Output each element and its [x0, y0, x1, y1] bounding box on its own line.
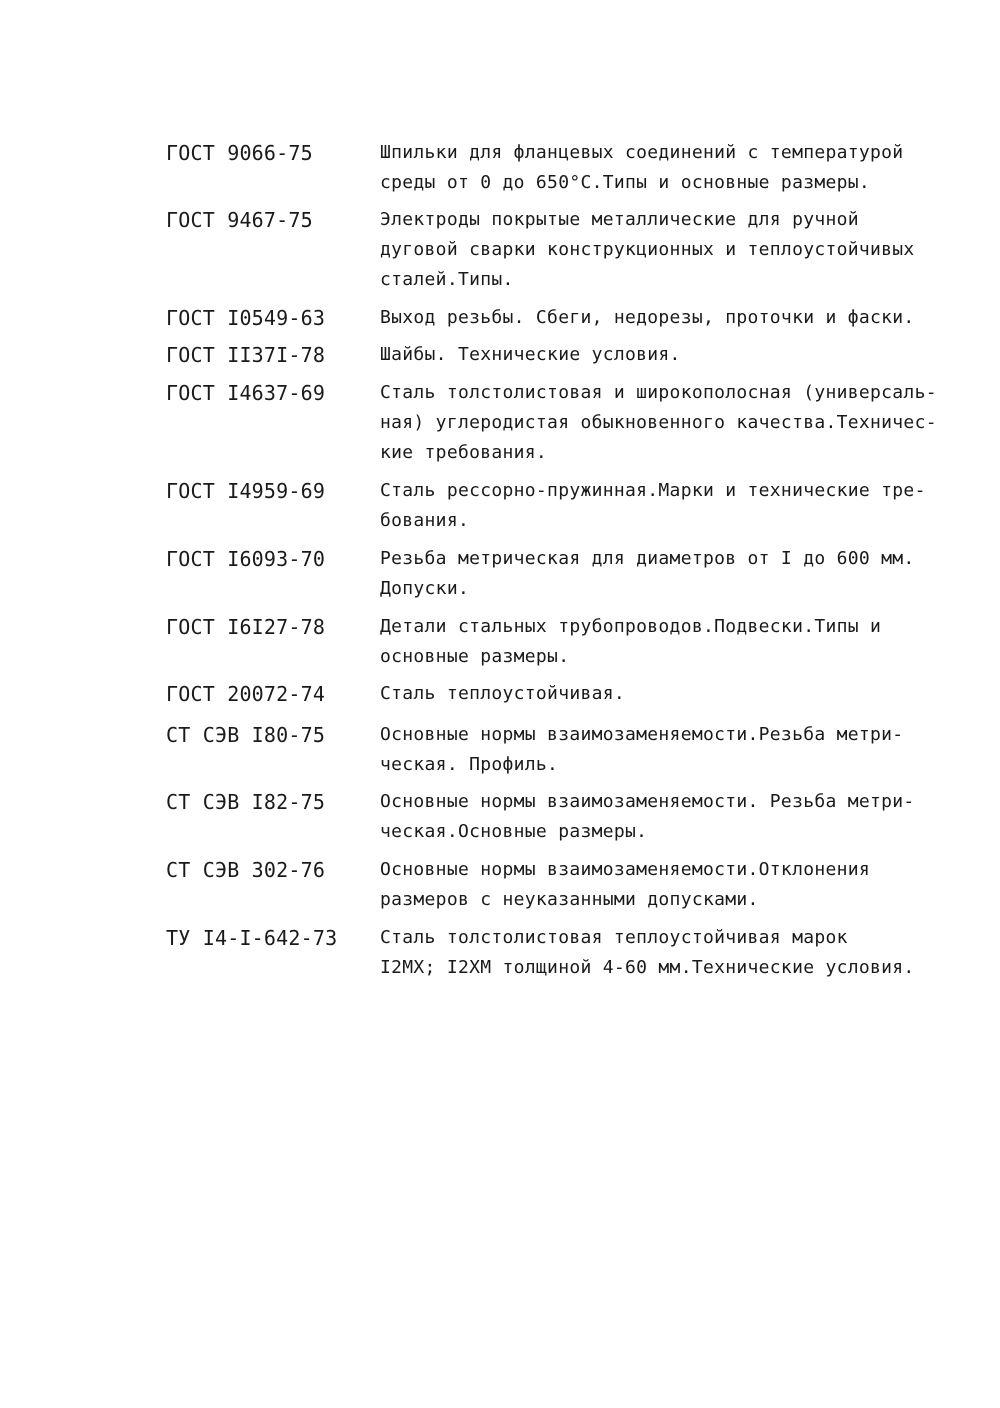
description-line: ческая.Основные размеры. [380, 821, 648, 842]
standard-code: ГОСТ 20072-74 [166, 682, 326, 706]
standard-description [380, 378, 980, 468]
description-line: среды от 0 до 650°С.Типы и основные размеры. [380, 172, 871, 193]
standard-description [380, 720, 980, 780]
description-line: основные размеры. [380, 646, 570, 667]
description-line: Основные нормы взаимозаменяемости. Резьба метри- [380, 791, 915, 812]
standard-code: СТ СЭВ 302-76 [166, 858, 326, 882]
standard-description [380, 303, 980, 333]
description-line: сталей.Типы. [380, 269, 514, 290]
standard-code: ГОСТ I4637-69 [166, 381, 326, 405]
description-line: Детали стальных трубопроводов.Подвески.Типы и [380, 616, 882, 637]
standard-description [380, 205, 980, 295]
description-line: Допуски. [380, 578, 470, 599]
description-line: Электроды покрытые металлические для ручной [380, 209, 859, 230]
description-line: Сталь рессорно-пружинная.Марки и технические тре- [380, 480, 926, 501]
description-line: I2МХ; I2ХМ толщиной 4-60 мм.Технические условия. [380, 957, 915, 978]
standard-code: ГОСТ II37I-78 [166, 343, 326, 367]
standard-code: ГОСТ I6093-70 [166, 547, 326, 571]
standard-description [380, 544, 980, 604]
standard-code: ГОСТ I0549-63 [166, 306, 326, 330]
standard-description [380, 340, 980, 370]
description-line: Сталь теплоустойчивая. [380, 683, 626, 704]
description-line: Выход резьбы. Сбеги, недорезы, проточки и фаски. [380, 307, 915, 328]
standard-code: СТ СЭВ I80-75 [166, 723, 326, 747]
standard-description [380, 138, 980, 198]
description-line: кие требования. [380, 442, 548, 463]
standard-description [380, 476, 980, 536]
description-line: Основные нормы взаимозаменяемости.Отклонения [380, 859, 871, 880]
description-line: Резьба метрическая для диаметров от I до 600 мм. [380, 548, 915, 569]
standard-code: СТ СЭВ I82-75 [166, 790, 326, 814]
description-line: дуговой сварки конструкционных и теплоустойчивых [380, 239, 915, 260]
standard-description [380, 679, 980, 709]
description-line: ческая. Профиль. [380, 754, 559, 775]
description-line: Основные нормы взаимозаменяемости.Резьба метри- [380, 724, 904, 745]
standard-description [380, 855, 980, 915]
description-line: ная) углеродистая обыкновенного качества.Техничес- [380, 412, 937, 433]
description-line: размеров с неуказанными допусками. [380, 889, 759, 910]
description-line: Шпильки для фланцевых соединений с температурой [380, 142, 904, 163]
standard-code: ГОСТ 9467-75 [166, 208, 313, 232]
description-line: Сталь толстолистовая и широкополосная (универсаль- [380, 382, 937, 403]
standard-description [380, 787, 980, 847]
standard-code: ТУ I4-I-642-73 [166, 926, 338, 950]
standard-description [380, 612, 980, 672]
description-line: бования. [380, 510, 470, 531]
standard-code: ГОСТ I4959-69 [166, 479, 326, 503]
standard-description [380, 923, 980, 983]
standard-code: ГОСТ I6I27-78 [166, 615, 326, 639]
description-line: Сталь толстолистовая теплоустойчивая марок [380, 927, 848, 948]
standard-code: ГОСТ 9066-75 [166, 141, 313, 165]
description-line: Шайбы. Технические условия. [380, 344, 681, 365]
